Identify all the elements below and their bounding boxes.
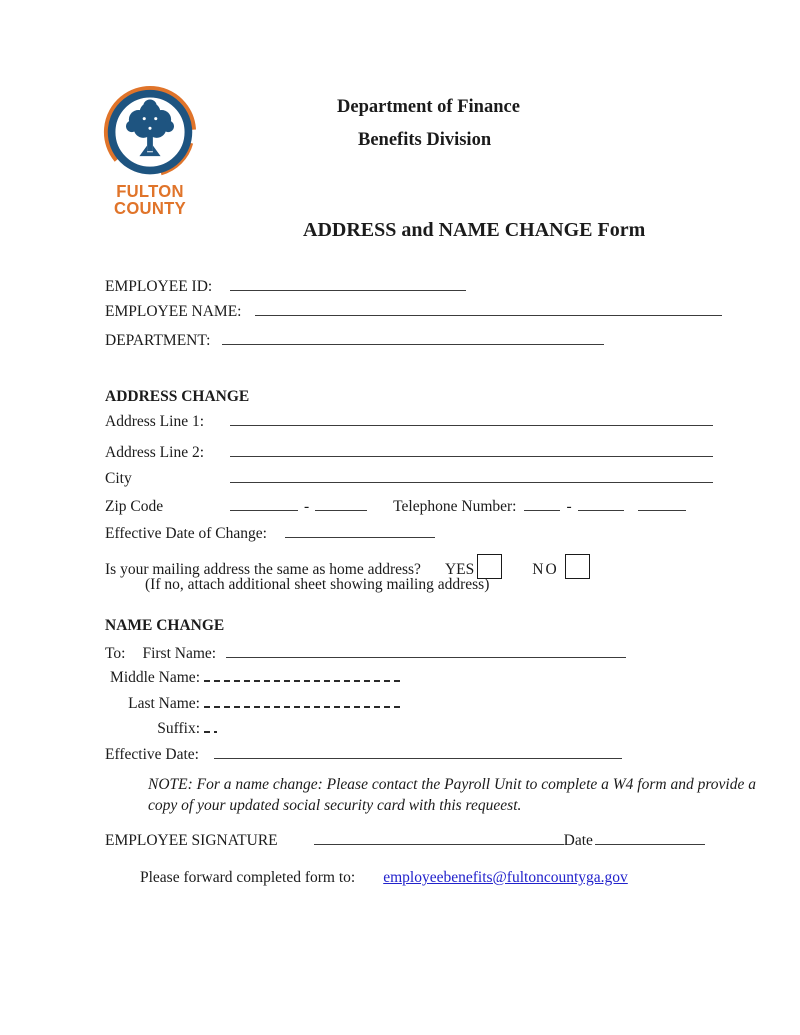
middle-name-label: Middle Name: — [110, 669, 200, 686]
employee-id-label: EMPLOYEE ID: — [105, 278, 213, 295]
middle-name-field[interactable] — [204, 670, 404, 682]
mailing-address-question: Is your mailing address the same as home address? — [105, 561, 421, 578]
zip-code-label: Zip Code — [105, 498, 164, 515]
suffix-field[interactable] — [204, 721, 217, 733]
logo-text-fulton: FULTON — [116, 181, 184, 201]
signature-date-field[interactable] — [595, 830, 705, 845]
employee-signature-label: EMPLOYEE SIGNATURE — [105, 832, 278, 849]
employee-id-field[interactable] — [230, 276, 466, 291]
first-name-label: First Name: — [142, 645, 217, 662]
fulton-county-logo — [98, 84, 202, 216]
employee-name-field[interactable] — [255, 301, 722, 316]
address-line2-label: Address Line 2: — [105, 444, 205, 461]
department-label: DEPARTMENT: — [105, 332, 211, 349]
telephone-field-3[interactable] — [638, 496, 686, 511]
payroll-note: NOTE: For a name change: Please contact the Payroll Unit to complete a W4 form and provide a copy of your updated social security card with this requeest. — [148, 776, 756, 814]
yes-label: YES — [444, 561, 475, 578]
no-checkbox[interactable] — [565, 554, 590, 579]
address-change-heading: ADDRESS CHANGE — [105, 388, 250, 405]
address-line2-field[interactable] — [230, 442, 713, 457]
address-line1-field[interactable] — [230, 411, 713, 426]
attach-sheet-note: (If no, attach additional sheet showing mailing address) — [145, 576, 490, 593]
city-label: City — [105, 470, 132, 487]
zip-code-field-2[interactable] — [315, 496, 367, 511]
employee-signature-field[interactable] — [314, 830, 564, 845]
name-effective-date-label: Effective Date: — [105, 746, 199, 763]
fulton-county-tree-icon — [98, 84, 202, 184]
first-name-field[interactable] — [226, 643, 626, 658]
last-name-label: Last Name: — [128, 695, 200, 712]
no-label: NO — [532, 561, 559, 578]
effective-date-of-change-field[interactable] — [285, 523, 435, 538]
name-effective-date-field[interactable] — [214, 744, 622, 759]
name-change-heading: NAME CHANGE — [105, 617, 225, 634]
zip-separator: - — [304, 498, 310, 515]
zip-code-field-1[interactable] — [230, 496, 298, 511]
telephone-field-1[interactable] — [524, 496, 560, 511]
department-heading: Department of Finance — [337, 97, 520, 117]
to-label: To: — [105, 645, 126, 662]
form-title: ADDRESS and NAME CHANGE Form — [303, 219, 646, 241]
division-heading: Benefits Division — [358, 130, 492, 150]
forward-instruction: Please forward completed form to: — [140, 869, 356, 886]
suffix-label: Suffix: — [157, 720, 200, 737]
effective-date-of-change-label: Effective Date of Change: — [105, 525, 267, 542]
telephone-field-2[interactable] — [578, 496, 624, 511]
address-line1-label: Address Line 1: — [105, 413, 205, 430]
email-link[interactable]: employeebenefits@fultoncountyga.gov — [383, 869, 628, 886]
employee-name-label: EMPLOYEE NAME: — [105, 303, 242, 320]
telephone-separator: - — [566, 498, 572, 515]
department-field[interactable] — [222, 330, 604, 345]
telephone-label: Telephone Number: — [393, 498, 517, 515]
city-field[interactable] — [230, 468, 713, 483]
logo-text-county: COUNTY — [114, 197, 186, 218]
last-name-field[interactable] — [204, 696, 404, 708]
date-label: Date — [563, 832, 593, 849]
